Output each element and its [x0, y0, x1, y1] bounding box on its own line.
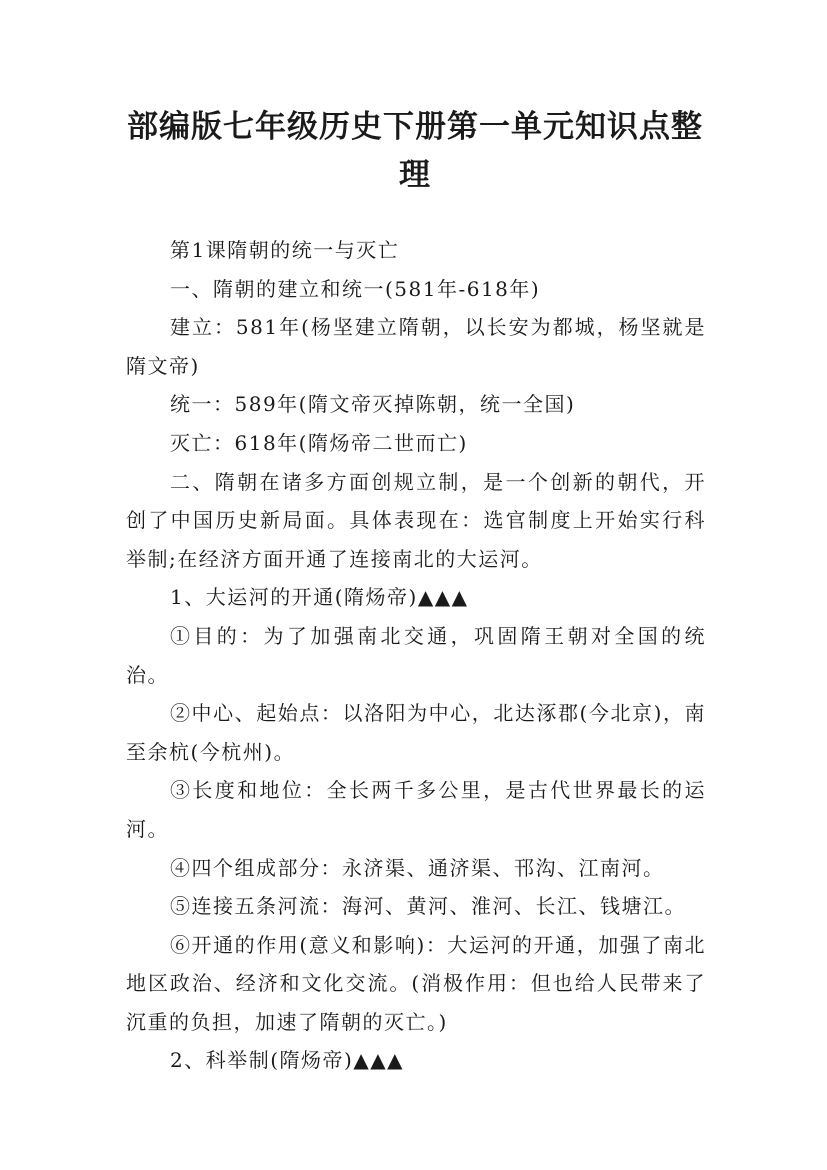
paragraph-founding: 建立：581年(杨坚建立隋朝，以长安为都城，杨坚就是隋文帝): [126, 315, 706, 378]
document-title: 部编版七年级历史下册第一单元知识点整理: [127, 109, 703, 193]
paragraph-unification: 统一：589年(隋文帝灭掉陈朝，统一全国): [170, 392, 576, 417]
canal-item-length: ③长度和地位：全长两千多公里，是古代世界最长的运河。: [126, 778, 706, 841]
section-heading-2: 二、隋朝在诸多方面创规立制，是一个创新的朝代，开创了中国历史新局面。具体表现在：选官制度上开始实行科举制;在经济方面开通了连接南北的大运河。: [126, 469, 706, 571]
lesson-heading: 第1课隋朝的统一与灭亡: [170, 238, 400, 262]
canal-item-purpose: ①目的：为了加强南北交通，巩固隋王朝对全国的统治。: [126, 623, 706, 687]
document-body: [126, 231, 706, 1080]
canal-item-significance: ⑥开通的作用(意义和影响)：大运河的开通，加强了南北地区政治、经济和文化交流。(消极作用：但也给人民带来了沉重的负担，加速了隋朝的灭亡。): [126, 932, 706, 1034]
subheading-grand-canal: 1、大运河的开通(隋炀帝)▲▲▲: [170, 585, 469, 610]
canal-item-parts: ④四个组成部分：永济渠、通济渠、邗沟、江南河。: [170, 855, 665, 880]
section-heading-1: 一、隋朝的建立和统一(581年-618年): [170, 276, 541, 301]
paragraph-fall: 灭亡：618年(隋炀帝二世而亡): [170, 430, 468, 455]
canal-item-rivers: ⑤连接五条河流：海河、黄河、淮河、长江、钱塘江。: [170, 894, 686, 919]
canal-item-center: ②中心、起始点：以洛阳为中心，北达涿郡(今北京)，南至余杭(今杭州)。: [126, 701, 706, 764]
subheading-imperial-exam: 2、科举制(隋炀帝)▲▲▲: [170, 1048, 404, 1073]
